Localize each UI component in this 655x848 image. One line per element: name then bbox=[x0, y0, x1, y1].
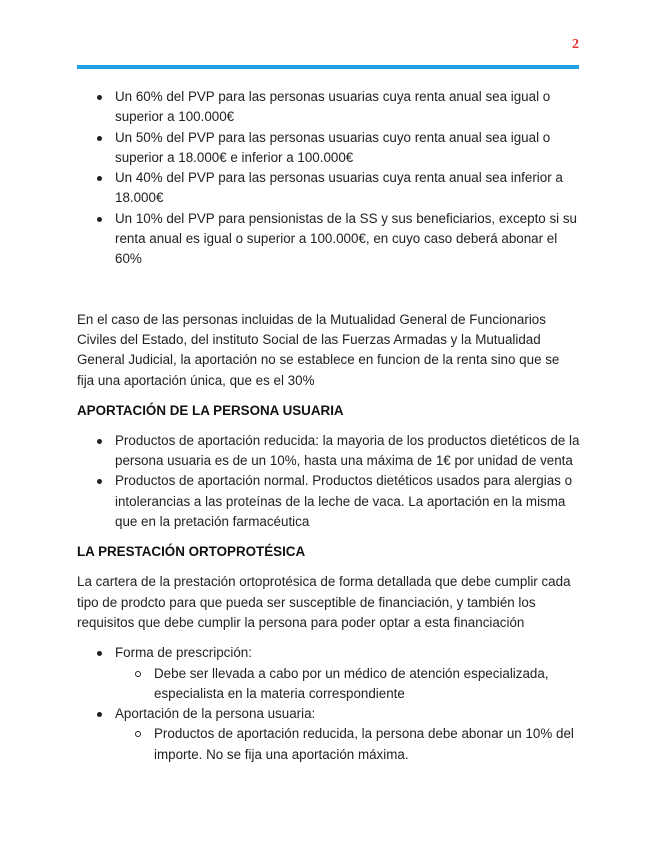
list-item bbox=[77, 704, 580, 765]
list-item: Productos de aportación reducida: la mayoria de los productos dietéticos de la persona usuaria es de un 10%, hasta una máxima de 1€ por unidad de venta bbox=[77, 431, 580, 472]
list-item-label: Forma de prescripción: bbox=[115, 645, 252, 661]
section-heading-ortoprotesica: LA PRESTACIÓN ORTOPROTÉSICA bbox=[77, 544, 306, 560]
sub-list bbox=[115, 724, 580, 765]
list-item: Un 10% del PVP para pensionistas de la SS y sus beneficiarios, excepto si su renta anual es igual o superior a 100.000€, en cuyo caso deberá abonar el 60% bbox=[77, 209, 580, 270]
page-number: 2 bbox=[572, 37, 579, 52]
list-item: Un 50% del PVP para las personas usuarias cuyo renta anual sea igual o superior a 18.000€ e inferior a 100.000€ bbox=[77, 128, 580, 169]
sub-list bbox=[115, 664, 580, 705]
aportacion-list bbox=[77, 431, 580, 532]
ortoprotesica-paragraph: La cartera de la prestación ortoprotésica de forma detallada que debe cumplir cada tipo de prodcto para que pueda ser susceptible de financiación, y también los requisitos que debe cumplir la persona para poder optar a esta financiación bbox=[77, 574, 571, 630]
list-item: Un 60% del PVP para las personas usuarias cuya renta anual sea igual o superior a 100.000€ bbox=[77, 87, 580, 128]
list-item bbox=[77, 643, 580, 704]
sub-list-item: Debe ser llevada a cabo por un médico de atención especializada, especialista en la materia correspondiente bbox=[115, 664, 580, 705]
list-item: Productos de aportación normal. Productos dietéticos usados para alergias o intolerancias a las proteínas de la leche de vaca. La aportación en la misma que en la pretación farmacéutica bbox=[77, 471, 580, 532]
sub-list-item: Productos de aportación reducida, la persona debe abonar un 10% del importe. No se fija una aportación máxima. bbox=[115, 724, 580, 765]
ortoprotesica-list bbox=[77, 643, 580, 765]
mutualidad-paragraph: En el caso de las personas incluidas de la Mutualidad General de Funcionarios Civiles del Estado, del instituto Social de las Fuerzas Armadas y la Mutualidad General Judicial, la aportación no se establece en funcion de la renta sino que se fija una aportación única, que es el 30% bbox=[77, 311, 560, 388]
section-heading-aportacion: APORTACIÓN DE LA PERSONA USUARIA bbox=[77, 402, 344, 418]
list-item-label: Aportación de la persona usuaria: bbox=[115, 706, 316, 722]
header-divider bbox=[77, 65, 579, 69]
copay-percentage-list bbox=[77, 87, 580, 270]
list-item: Un 40% del PVP para las personas usuarias cuya renta anual sea inferior a 18.000€ bbox=[77, 168, 580, 209]
document-body bbox=[77, 87, 580, 765]
